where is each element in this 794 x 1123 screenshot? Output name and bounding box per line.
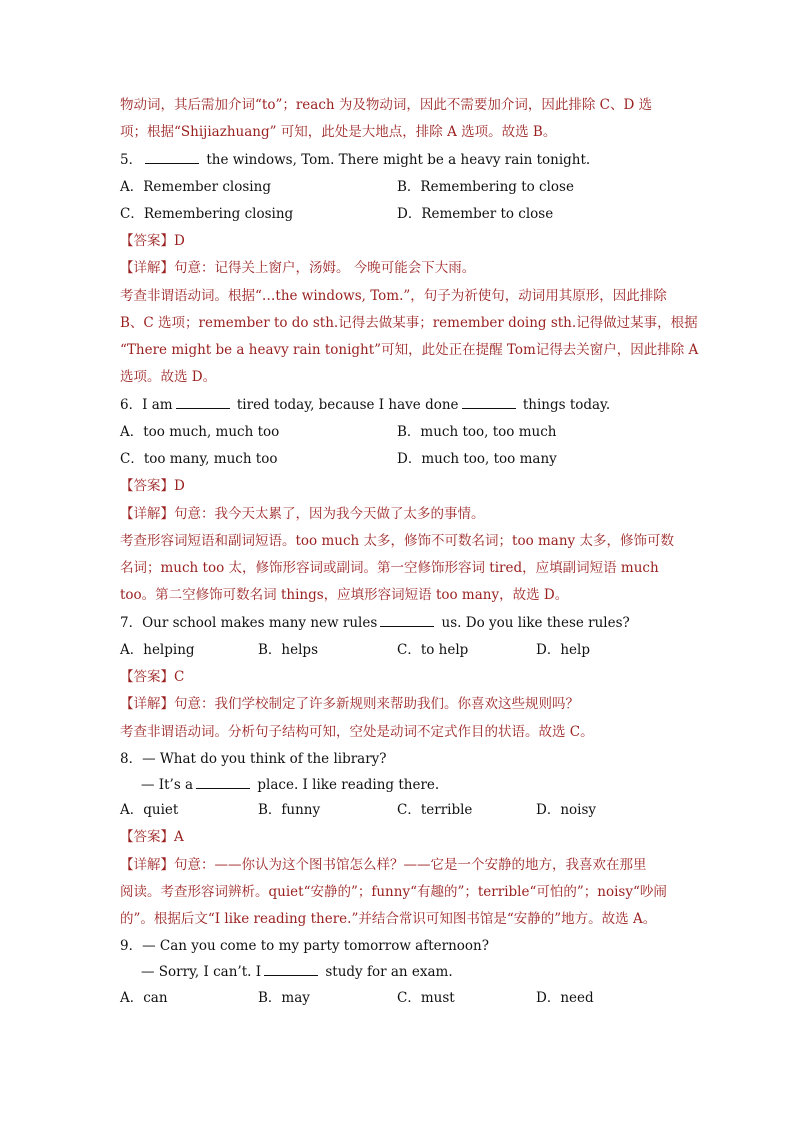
option-a: A．helping [120,642,195,658]
prev-explanation-line-1: 物动词，其后需加介词“to”；reach 为及物动词，因此不需要加介词，因此排除 C、D 选 [120,97,653,113]
detail-line: 的”。根据后文“I like reading there.”并结合常识可知图书馆是“安静的”地方。故选 A。 [120,911,657,927]
option-b: B．may [258,990,310,1006]
question-text: study for an exam. [321,964,453,980]
answer-blank [380,614,434,627]
answer-blank [264,963,318,976]
detail-line: “There might be a heavy rain tonight”可知，此处正在提醒 Tom记得去关窗户，因此排除 A [120,342,699,358]
question-number: 5． [120,152,143,168]
answer-blank [176,396,230,409]
answer-line: 【答案】C [120,669,185,685]
option-a: A．too much, much too [120,424,280,440]
detail-line: 阅读。考查形容词辨析。quiet“安静的”；funny“有趣的”；terrible“可怕的”；noisy“吵闹 [120,884,667,900]
detail-line: 考查非谓语动词。根据“…the windows, Tom.”，句子为祈使句，动词用其原形，因此排除 [120,288,667,304]
answer-blank [145,151,199,164]
question-6 [120,396,610,414]
answer-blank [462,396,516,409]
question-text: place. I like reading there. [253,777,440,793]
question-text: us. Do you like these rules? [437,615,630,631]
question-9 [120,937,489,955]
detail-line: 选项。故选 D。 [120,369,217,385]
question-text: — Can you come to my party tomorrow afternoon? [142,938,489,954]
detail-line: 【详解】句意：记得关上窗户，汤姆。 今晚可能会下大雨。 [120,260,476,276]
option-d: D．help [536,642,590,658]
detail-line: 【详解】句意：——你认为这个图书馆怎么样？——它是一个安静的地方，我喜欢在那里 [120,857,647,873]
question-number: 8． [120,751,143,767]
option-b: B．Remembering to close [397,179,574,195]
answer-blank [196,776,250,789]
detail-line: B、C 选项；remember to do sth.记得去做某事；remember doing sth.记得做过某事，根据 [120,315,698,331]
question-text: the windows, Tom. There might be a heavy rain tonight. [202,152,591,168]
question-number: 9． [120,938,143,954]
question-7 [120,614,630,632]
question-9-reply [141,963,453,981]
question-text: — Sorry, I can’t. I [141,964,262,980]
option-c: C．to help [397,642,469,658]
option-a: A．Remember closing [120,179,271,195]
question-text: I am [142,397,173,413]
prev-explanation-line-2: 项；根据“Shijiazhuang” 可知，此处是大地点，排除 A 选项。故选 B。 [120,124,557,140]
question-5 [120,151,590,169]
question-number: 7． [120,615,143,631]
option-a: A．can [120,990,168,1006]
question-8-reply [141,776,439,794]
question-text: — What do you think of the library? [142,751,387,767]
question-8 [120,750,387,768]
detail-line: 名词；much too 太，修饰形容词或副词。第一空修饰形容词 tired，应填副词短语 much [120,560,659,576]
answer-line: 【答案】D [120,233,185,249]
detail-line: 【详解】句意：我们学校制定了许多新规则来帮助我们。你喜欢这些规则吗？ [120,696,579,712]
question-number: 6． [120,397,143,413]
detail-line: 考查形容词短语和副词短语。too much 太多，修饰不可数名词；too many 太多，修饰可数 [120,533,674,549]
detail-line: 【详解】句意：我今天太累了，因为我今天做了太多的事情。 [120,506,485,522]
option-d: D．noisy [536,802,597,818]
option-d: D．Remember to close [397,206,554,222]
option-d: D．much too, too many [397,451,557,467]
option-b: B．much too, too much [397,424,557,440]
answer-line: 【答案】D [120,478,185,494]
detail-line: too。第二空修饰可数名词 things，应填形容词短语 too many，故选 D。 [120,587,569,603]
question-text: Our school makes many new rules [142,615,378,631]
option-d: D．need [536,990,594,1006]
option-c: C．too many, much too [120,451,278,467]
option-b: B．funny [258,802,321,818]
option-c: C．must [397,990,455,1006]
question-text: things today. [518,397,611,413]
option-a: A．quiet [120,802,179,818]
question-text: tired today, because I have done [232,397,459,413]
option-c: C．Remembering closing [120,206,294,222]
option-b: B．helps [258,642,318,658]
answer-line: 【答案】A [120,829,184,845]
detail-line: 考查非谓语动词。分析句子结构可知，空处是动词不定式作目的状语。故选 C。 [120,724,594,740]
question-text: — It’s a [141,777,194,793]
option-c: C．terrible [397,802,473,818]
